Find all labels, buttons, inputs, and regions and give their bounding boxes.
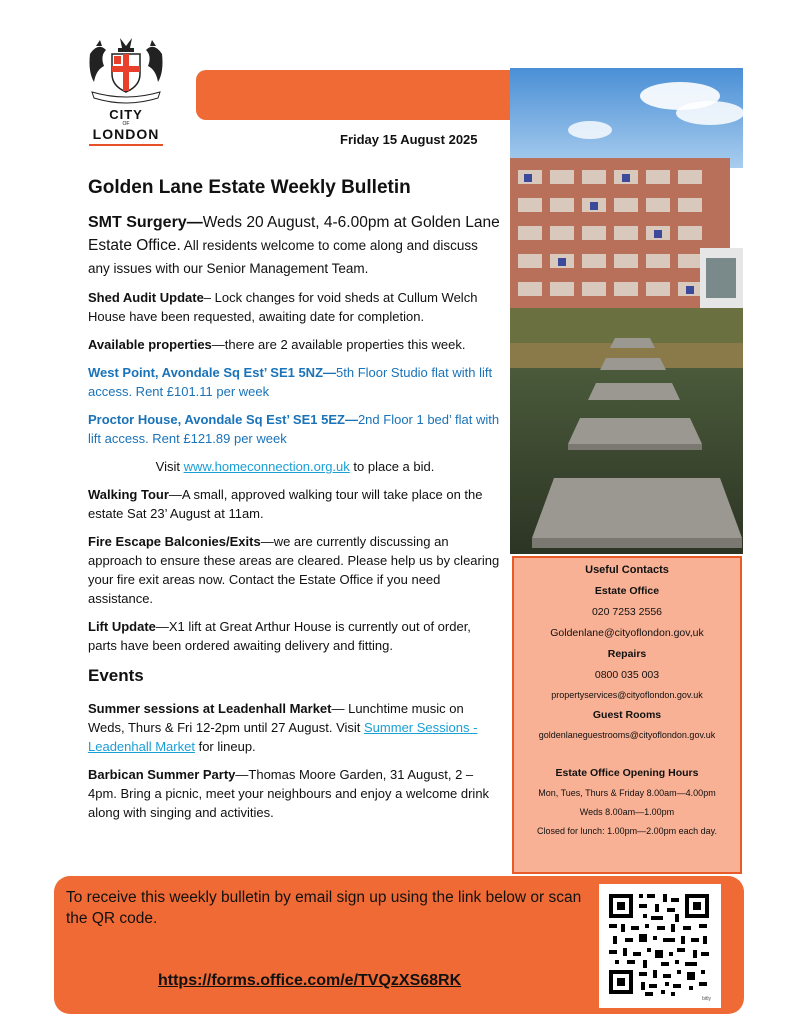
estate-photo: [510, 68, 743, 554]
coat-of-arms-icon: [84, 36, 168, 106]
walking-tour-text: —A small, approved walking tour will take place on the estate Sat 23’ August at 11am.: [88, 487, 483, 521]
smt-surgery-text: All residents welcome to come along and discuss any issues with our Senior Management Team.: [88, 238, 478, 276]
repairs-phone: 0800 035 003: [594, 669, 660, 681]
repairs-heading: Repairs: [607, 648, 647, 660]
barbican-text: —Thomas Moore Garden, 31 August, 2 –4pm. Bring a picnic, meet your neighbours and enjoy a welcome drink along with singing and activities.: [88, 767, 490, 820]
useful-contacts-heading: Useful Contacts: [585, 564, 669, 576]
signup-footer: [54, 876, 744, 1014]
bulletin-content: [88, 176, 502, 831]
fire-escape-lead: Fire Escape Balconies/Exits: [88, 534, 261, 549]
lift-update-paragraph: [88, 617, 502, 655]
header-accent-bar: [196, 70, 512, 120]
estate-photo-image: [510, 68, 743, 554]
estate-office-heading: Estate Office: [594, 585, 660, 597]
proctor-house-property: [88, 410, 502, 448]
fire-escape-text: —we are currently discussing an approach to ensure these areas are cleared. Please help us by clearing your fire exit areas now. Contact the Estate Office if you need assistance.: [88, 534, 500, 606]
visit-post: to place a bid.: [349, 459, 435, 474]
qr-code-icon: [605, 890, 715, 1002]
walking-tour-paragraph: [88, 485, 502, 523]
available-properties-paragraph: [88, 335, 502, 354]
smt-surgery-paragraph: [88, 211, 502, 280]
logo-underline: [89, 144, 163, 146]
bulletin-date: Friday 15 August 2025: [340, 132, 478, 147]
barbican-lead: Barbican Summer Party: [88, 767, 236, 782]
fire-escape-paragraph: [88, 532, 502, 608]
guest-rooms-heading: Guest Rooms: [592, 709, 662, 721]
estate-office-phone: 020 7253 2556: [591, 606, 663, 618]
opening-hours-heading: Estate Office Opening Hours: [555, 767, 699, 779]
shed-audit-paragraph: [88, 288, 502, 326]
logo-city-text: CITY: [109, 107, 143, 122]
available-properties-lead: Available properties: [88, 337, 212, 352]
signup-form-link[interactable]: https://forms.office.com/e/TVQzXS68RK: [158, 972, 462, 989]
contacts-spacer: [514, 749, 740, 767]
logo-london-text: LONDON: [92, 126, 160, 142]
available-properties-text: —there are 2 available properties this week.: [211, 337, 466, 352]
lift-update-text: —X1 lift at Great Arthur House is currently out of order, parts have been ordered awaiting delivery and fitting.: [88, 619, 471, 653]
qr-code[interactable]: [599, 884, 721, 1008]
smt-surgery-when: Weds 20 August, 4-6.00pm at Golden Lane Estate Office.: [88, 214, 500, 254]
leadenhall-paragraph: [88, 699, 502, 756]
shed-audit-lead: Shed Audit Update: [88, 290, 204, 305]
leadenhall-lead: Summer sessions at Leadenhall Market: [88, 701, 332, 716]
smt-surgery-lead: SMT Surgery—: [88, 214, 203, 231]
useful-contacts-panel: [512, 556, 742, 874]
opening-hours-lunch: Closed for lunch: 1.00pm—2.00pm each day.: [537, 826, 717, 836]
walking-tour-lead: Walking Tour: [88, 487, 169, 502]
homeconnection-link[interactable]: www.homeconnection.org.uk: [183, 459, 350, 474]
opening-hours-weekdays: Mon, Tues, Thurs & Friday 8.00am—4.00pm: [538, 788, 716, 798]
signup-message: To receive this weekly bulletin by email sign up using the link below or scan the QR code.: [66, 889, 582, 927]
opening-hours-wednesday: Weds 8.00am—1.00pm: [579, 807, 675, 817]
bulletin-title: Golden Lane Estate Weekly Bulletin: [88, 177, 411, 198]
proctor-house-details: 2nd Floor 1 bed’ flat with lift access. Rent £121.89 per week: [88, 412, 500, 446]
leadenhall-post: for lineup.: [194, 739, 256, 754]
estate-office-email: Goldenlane@cityoflondon.gov,uk: [550, 627, 704, 639]
leadenhall-text: — Lunchtime music on Weds, Thurs & Fri 12-2pm until 27 August. Visit: [88, 701, 464, 735]
barbican-paragraph: [88, 765, 502, 822]
proctor-house-address: Proctor House, Avondale Sq Est’ SE1 5EZ—: [88, 412, 358, 427]
leadenhall-link[interactable]: Summer Sessions - Leadenhall Market: [88, 720, 478, 754]
repairs-email: propertyservices@cityoflondon.gov.uk: [551, 690, 703, 700]
west-point-property: [88, 363, 502, 401]
city-of-london-logo: [84, 36, 168, 154]
west-point-address: West Point, Avondale Sq Est’ SE1 5NZ—: [88, 365, 337, 380]
events-heading: Events: [88, 666, 144, 685]
logo-of-text: OF: [122, 121, 130, 127]
visit-paragraph: [88, 457, 502, 476]
guest-rooms-email: goldenlaneguestrooms@cityoflondon.gov.uk: [538, 730, 716, 740]
shed-audit-text: – Lock changes for void sheds at Cullum Welch House have been requested, awaiting date for completion.: [88, 290, 478, 324]
qr-label: bitly: [702, 996, 711, 1002]
west-point-details: 5th Floor Studio flat with lift access. Rent £101.11 per week: [88, 365, 493, 399]
lift-update-lead: Lift Update: [88, 619, 156, 634]
visit-pre: Visit: [155, 459, 184, 474]
